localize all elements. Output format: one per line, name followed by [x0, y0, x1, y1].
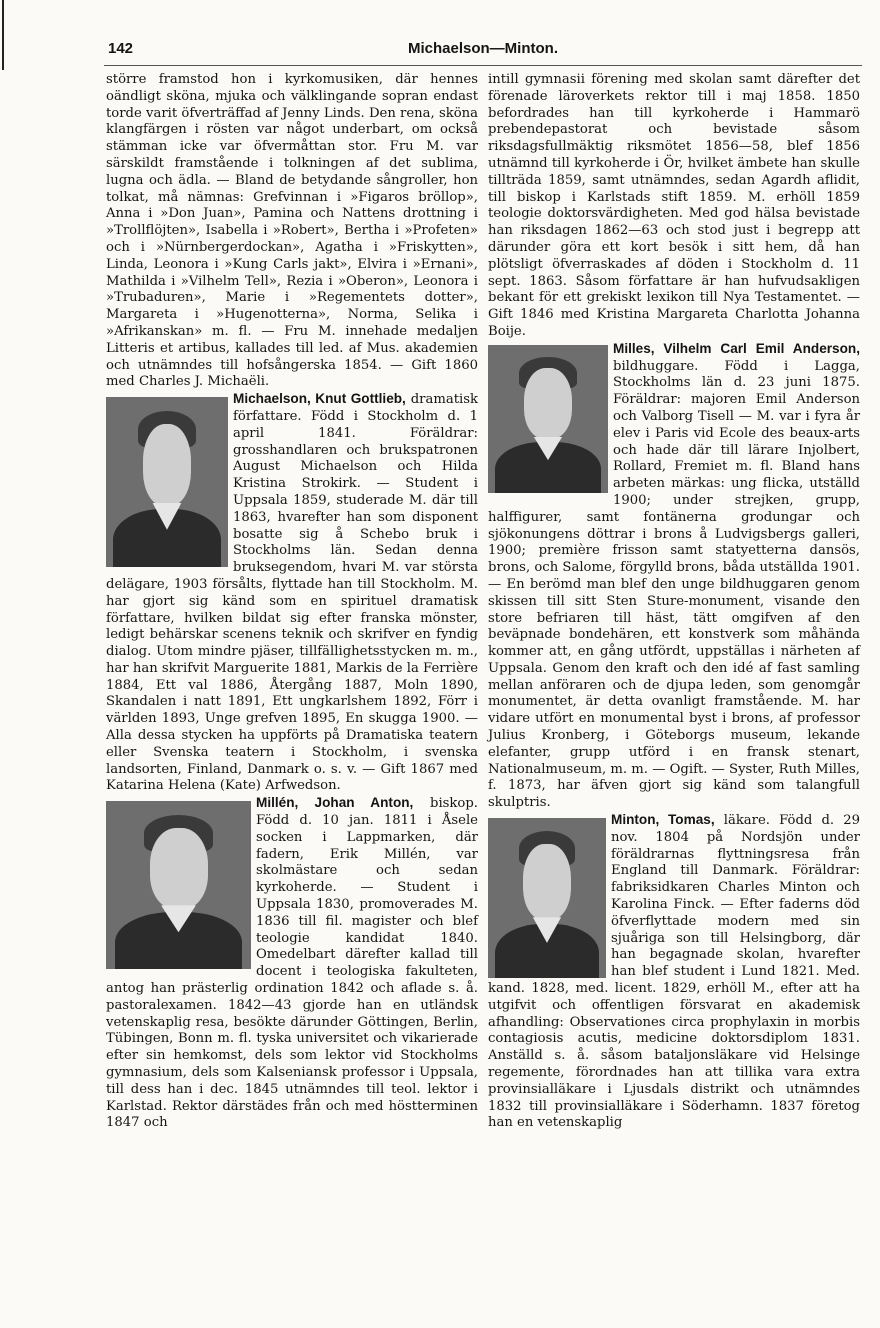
entry-headword: Milles, Vilhelm Carl Emil Anderson, [613, 340, 860, 356]
right-column [488, 72, 860, 1132]
entry-text: läkare. Född d. 29 nov. 1804 på Nordsjön under föräldrarnas flyttningsresa från England till Danmark. Föräldrar: fabriksidkaren Charles Minton och Karolina Finck. — Efter faderns död öfverflyttade modern med sin sjuåriga son till Helsingborg, där han begagnade skolan, hvarefter han blef student i Lund 1821. Med. kand. 1828, med. licent. 1829, erhöll M., efter att ha utgifvit och offentligen försvarat en akademisk afhandling: Observationes circa prophylaxin in morbis contagiosis acutis, medicine doktorsdiplom 1831. Anställd s. å. såsom bataljonsläkare vid Helsinge regemente, förordnades han att tillika vara extra provinsialläkare i Ljusdals distrikt och utnämndes 1832 till provinsialläkare i Söderhamn. 1837 företog han en vetenskaplig [488, 813, 860, 1131]
entry-millen [106, 795, 478, 1132]
portrait-michaelson-image [106, 397, 228, 567]
paragraph-continued: intill gymnasii förening med skolan samt därefter det förenade läroverkets rektor till i maj 1858. 1850 befordrades han till kyrkoherde i Hammarö prebendepastorat och bevistade såsom riksdagsfullmäktig riksmötet 1856—58, blef 1856 utnämnd till kyrkoherde i Ör, hvilket ämbete han skulle tillträda 1859, samt utnämndes, sedan Agardh aflidit, till biskop i Karlstads stift 1859. M. erhöll 1859 teologie doktorsvärdigheten. Med god hälsa bevistade han riksdagen 1862—63 och stod just i begrepp att därunder göra ett kort besök i sitt hem, då han plötsligt öfverraskades af döden i Stockholm d. 11 sept. 1863. Såsom författare är han hufvudsakligen bekant för ett grekiskt lexikon till Nya Testamentet. — Gift 1846 med Kristina Margareta Charlotta Johanna Boije. [488, 72, 860, 339]
header-rule [104, 65, 862, 66]
entry-michaelson [106, 391, 478, 795]
running-title: Michaelson—Minton. [408, 40, 558, 57]
entry-text: dramatisk författare. Född i Stockholm d. 1 april 1841. Föräldrar: grosshandlaren och brukspatronen August Michaelson och Hilda Kristina Strokirk. — Student i Uppsala 1859, studerade M. där till 1863, hvarefter han som disponent bosatte sig å Schebo bruk i Stockholms län. Sedan denna bruksegendom, hvari M. var största delägare, 1903 försålts, flyttade han till Stockholm. M. har gjort sig känd som en spirituel dramatisk författare, hvilken bildat sig efter franska mönster, ledigt behärskar scenens teknik och skrifver en fyndig dialog. Utom mindre pjäser, tillfällighetsstycken m. m., har han skrifvit Marguerite 1881, Markis de la Ferrière 1884, Ett val 1886, Återgång 1887, Moln 1890, Skandalen i natt 1891, Ett ungkarlshem 1892, Förr i världen 1893, Unge grefven 1895, En skugga 1900. — Alla dessa stycken ha uppförts på Dramatiska teatern eller Svenska teatern i Stockholm, i svenska landsorten, Finland, Danmark o. s. v. — Gift 1867 med Katarina Helena (Kate) Arfwedson. [106, 392, 478, 794]
portrait-millen-image [106, 801, 251, 969]
entry-text: bildhuggare. Född i Lagga, Stockholms län d. 23 juni 1875. Föräldrar: majoren Emil Anderson och Valborg Tisell — M. var i fyra år elev i Paris vid Ecole des beaux-arts och hade där till lärare Injolbert, Rollard, Fremiet m. fl. Bland hans arbeten märkas: ung flicka, utställd 1900; under strejken, grupp, halffigurer, samt fontänerna grodungar och sjökonungens döttrar i brons å Ludvigsbergs galleri, 1900; première frisson samt statyetterna dansös, brons, och Salome, förgylld brons, båda utställda 1901. — En berömd man blef den unge bildhuggaren genom skissen till sitt Sten Sture-monument, visande den store befriaren till häst, tätt omgifven af den beväpnade bondehären, ett konstverk som måhända kommer att, en gång utfördt, uppställas i närheten af Uppsala. Genom den kraft och den idé af fast samling mellan anföraren och de djupa leden, som genomgår monumentet, är detta ovanligt framstående. M. har vidare utfört en monumental byst i brons, af professor Julius Kronberg, i Göteborgs museum, lekande elefanter, grupp utförd i en fransk stenart, Nationalmuseum, m. m. — Ogift. — Syster, Ruth Milles, f. 1873, har äfven gjort sig känd som talangfull skulptris. [488, 358, 860, 811]
portrait-minton-image [488, 818, 606, 978]
entry-headword: Michaelson, Knut Gottlieb, [233, 391, 406, 407]
entry-milles [488, 341, 860, 812]
entry-minton [488, 812, 860, 1132]
page-number: 142 [108, 40, 134, 57]
portrait-milles-image [488, 345, 608, 493]
entry-headword: Millén, Johan Anton, [256, 795, 414, 811]
scan-edge-mark [2, 0, 4, 70]
left-column [106, 72, 478, 1132]
entry-headword: Minton, Tomas, [611, 812, 715, 828]
page-header [108, 40, 858, 60]
paragraph-continued: större framstod hon i kyrkomusiken, där hennes oändligt sköna, mjuka och välklingande sopran endast torde varit öfverträffad af Jenny Linds. Den rena, sköna klangfärgen i rösten var något underbart, om också stämman icke var öfvermåttan stor. Fru M. var särskildt framstående i tolkningen af det sublima, lugna och ädla. — Bland de betydande sångroller, hon tolkat, må nämnas: Grefvinnan i »Figaros bröllop», Anna i »Don Juan», Pamina och Nattens drottning i »Trollflöjten», Isabella i »Robert», Bertha i »Profeten» och i »Nürnbergerdockan», Agatha i »Friskytten», Linda, Leonora i »Kung Carls jakt», Elvira i »Ernani», Mathilda i »Vilhelm Tell», Rezia i »Oberon», Leonora i »Trubaduren», Marie i »Regementets dotter», Margareta i »Hugenotterna», Norma, Selika i »Afrikanskan» m. fl. — Fru M. innehade medaljen Litteris et artibus, kallades till led. af Mus. akademien och utnämndes till hofsångerska 1854. — Gift 1860 med Charles J. Michaëli. [106, 72, 478, 390]
entry-text: biskop. Född d. 10 jan. 1811 i Åsele socken i Lappmarken, där fadern, Erik Millén, var skolmästare och sedan kyrkoherde. — Student i Uppsala 1830, promoverades M. 1836 till fil. magister och blef teologie kandidat 1840. Omedelbart därefter kallad till docent i teologiska fakulteten, antog han prästerlig ordination 1842 och aflade s. å. pastoralexamen. 1842—43 gjorde han en utländsk vetenskaplig resa, besökte därunder Göttingen, Berlin, Tübingen, Bonn m. fl. tyska universitet och vikarierade efter sin hemkomst, dels som lektor vid Stockholms gymnasium, dels som Kalseniansk professor i Uppsala, till dess han i dec. 1845 utnämndes till teol. lektor i Karlstad. Rektor därstädes från och med höstterminen 1847 och [106, 796, 478, 1131]
